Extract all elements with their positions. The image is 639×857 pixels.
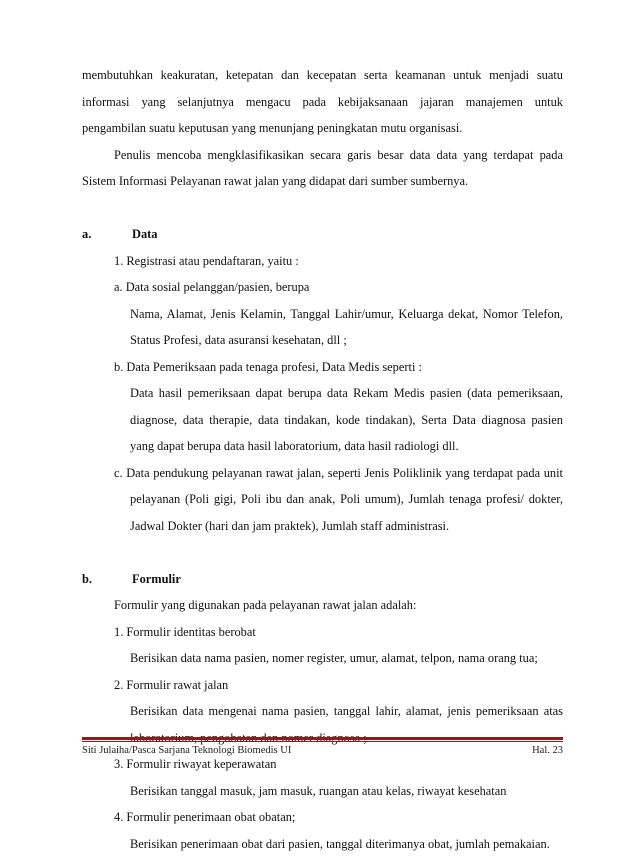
list-item: Data hasil pemeriksaan dapat berupa data Rekam Medis pasien (data pemeriksaan, (82, 380, 563, 407)
list-item: Formulir yang digunakan pada pelayanan rawat jalan adalah: (82, 592, 563, 619)
spacer (82, 195, 563, 222)
body-line: Sistem Informasi Pelayanan rawat jalan yang didapat dari sumber sumbernya. (82, 168, 563, 195)
list-item: yang dapat berupa data hasil laboratorium, data hasil radiologi dll. (82, 433, 563, 460)
list-item: 1. Formulir identitas berobat (82, 619, 563, 646)
section-b-number: b. (82, 566, 132, 593)
section-a-title: Data (132, 221, 157, 248)
list-item: pelayanan (Poli gigi, Poli ibu dan anak, Poli umum), Jumlah tenaga profesi/ dokter, (82, 486, 563, 513)
list-item: diagnose, data therapie, data tindakan, kode tindakan), Serta Data diagnosa pasien (82, 407, 563, 434)
page-footer (82, 744, 563, 758)
list-item: Berisikan data mengenai nama pasien, tanggal lahir, alamat, jenis pemeriksaan atas (82, 698, 563, 725)
list-item: Berisikan penerimaan obat dari pasien, tanggal diterimanya obat, jumlah pemakaian. (82, 831, 563, 857)
section-b-title: Formulir (132, 566, 181, 593)
list-item: Jadwal Dokter (hari dan jam praktek), Jumlah staff administrasi. (82, 513, 563, 540)
list-item: Status Profesi, data asuransi kesehatan, dll ; (82, 327, 563, 354)
list-item: Berisikan data nama pasien, nomer register, umur, alamat, telpon, nama orang tua; (82, 645, 563, 672)
section-b-heading (82, 566, 563, 593)
footer-rule-thin (82, 741, 563, 742)
list-item: Nama, Alamat, Jenis Kelamin, Tanggal Lahir/umur, Keluarga dekat, Nomor Telefon, (82, 301, 563, 328)
section-a-number: a. (82, 221, 132, 248)
list-item: 3. Formulir riwayat keperawatan (82, 751, 563, 778)
footer-author: Siti Julaiha/Pasca Sarjana Teknologi Biomedis UI (82, 744, 291, 758)
list-item: Berisikan tanggal masuk, jam masuk, ruangan atau kelas, riwayat kesehatan (82, 778, 563, 805)
footer-page-number: Hal. 23 (532, 744, 563, 758)
body-line: pengambilan suatu keputusan yang menunjang peningkatan mutu organisasi. (82, 115, 563, 142)
body-line: membutuhkan keakuratan, ketepatan dan kecepatan serta keamanan untuk menjadi suatu (82, 62, 563, 89)
list-item: 2. Formulir rawat jalan (82, 672, 563, 699)
section-a-heading (82, 221, 563, 248)
spacer (82, 539, 563, 566)
list-item: a. Data sosial pelanggan/pasien, berupa (82, 274, 563, 301)
list-item: 4. Formulir penerimaan obat obatan; (82, 804, 563, 831)
list-item: c. Data pendukung pelayanan rawat jalan, seperti Jenis Poliklinik yang terdapat pada unit (82, 460, 563, 487)
list-item: b. Data Pemeriksaan pada tenaga profesi, Data Medis seperti : (82, 354, 563, 381)
list-item: 1. Registrasi atau pendaftaran, yaitu : (82, 248, 563, 275)
body-line: informasi yang selanjutnya mengacu pada kebijaksanaan jajaran manajemen untuk (82, 89, 563, 116)
footer-rule-thick (82, 737, 563, 740)
body-line: Penulis mencoba mengklasifikasikan secara garis besar data data yang terdapat pada (82, 142, 563, 169)
